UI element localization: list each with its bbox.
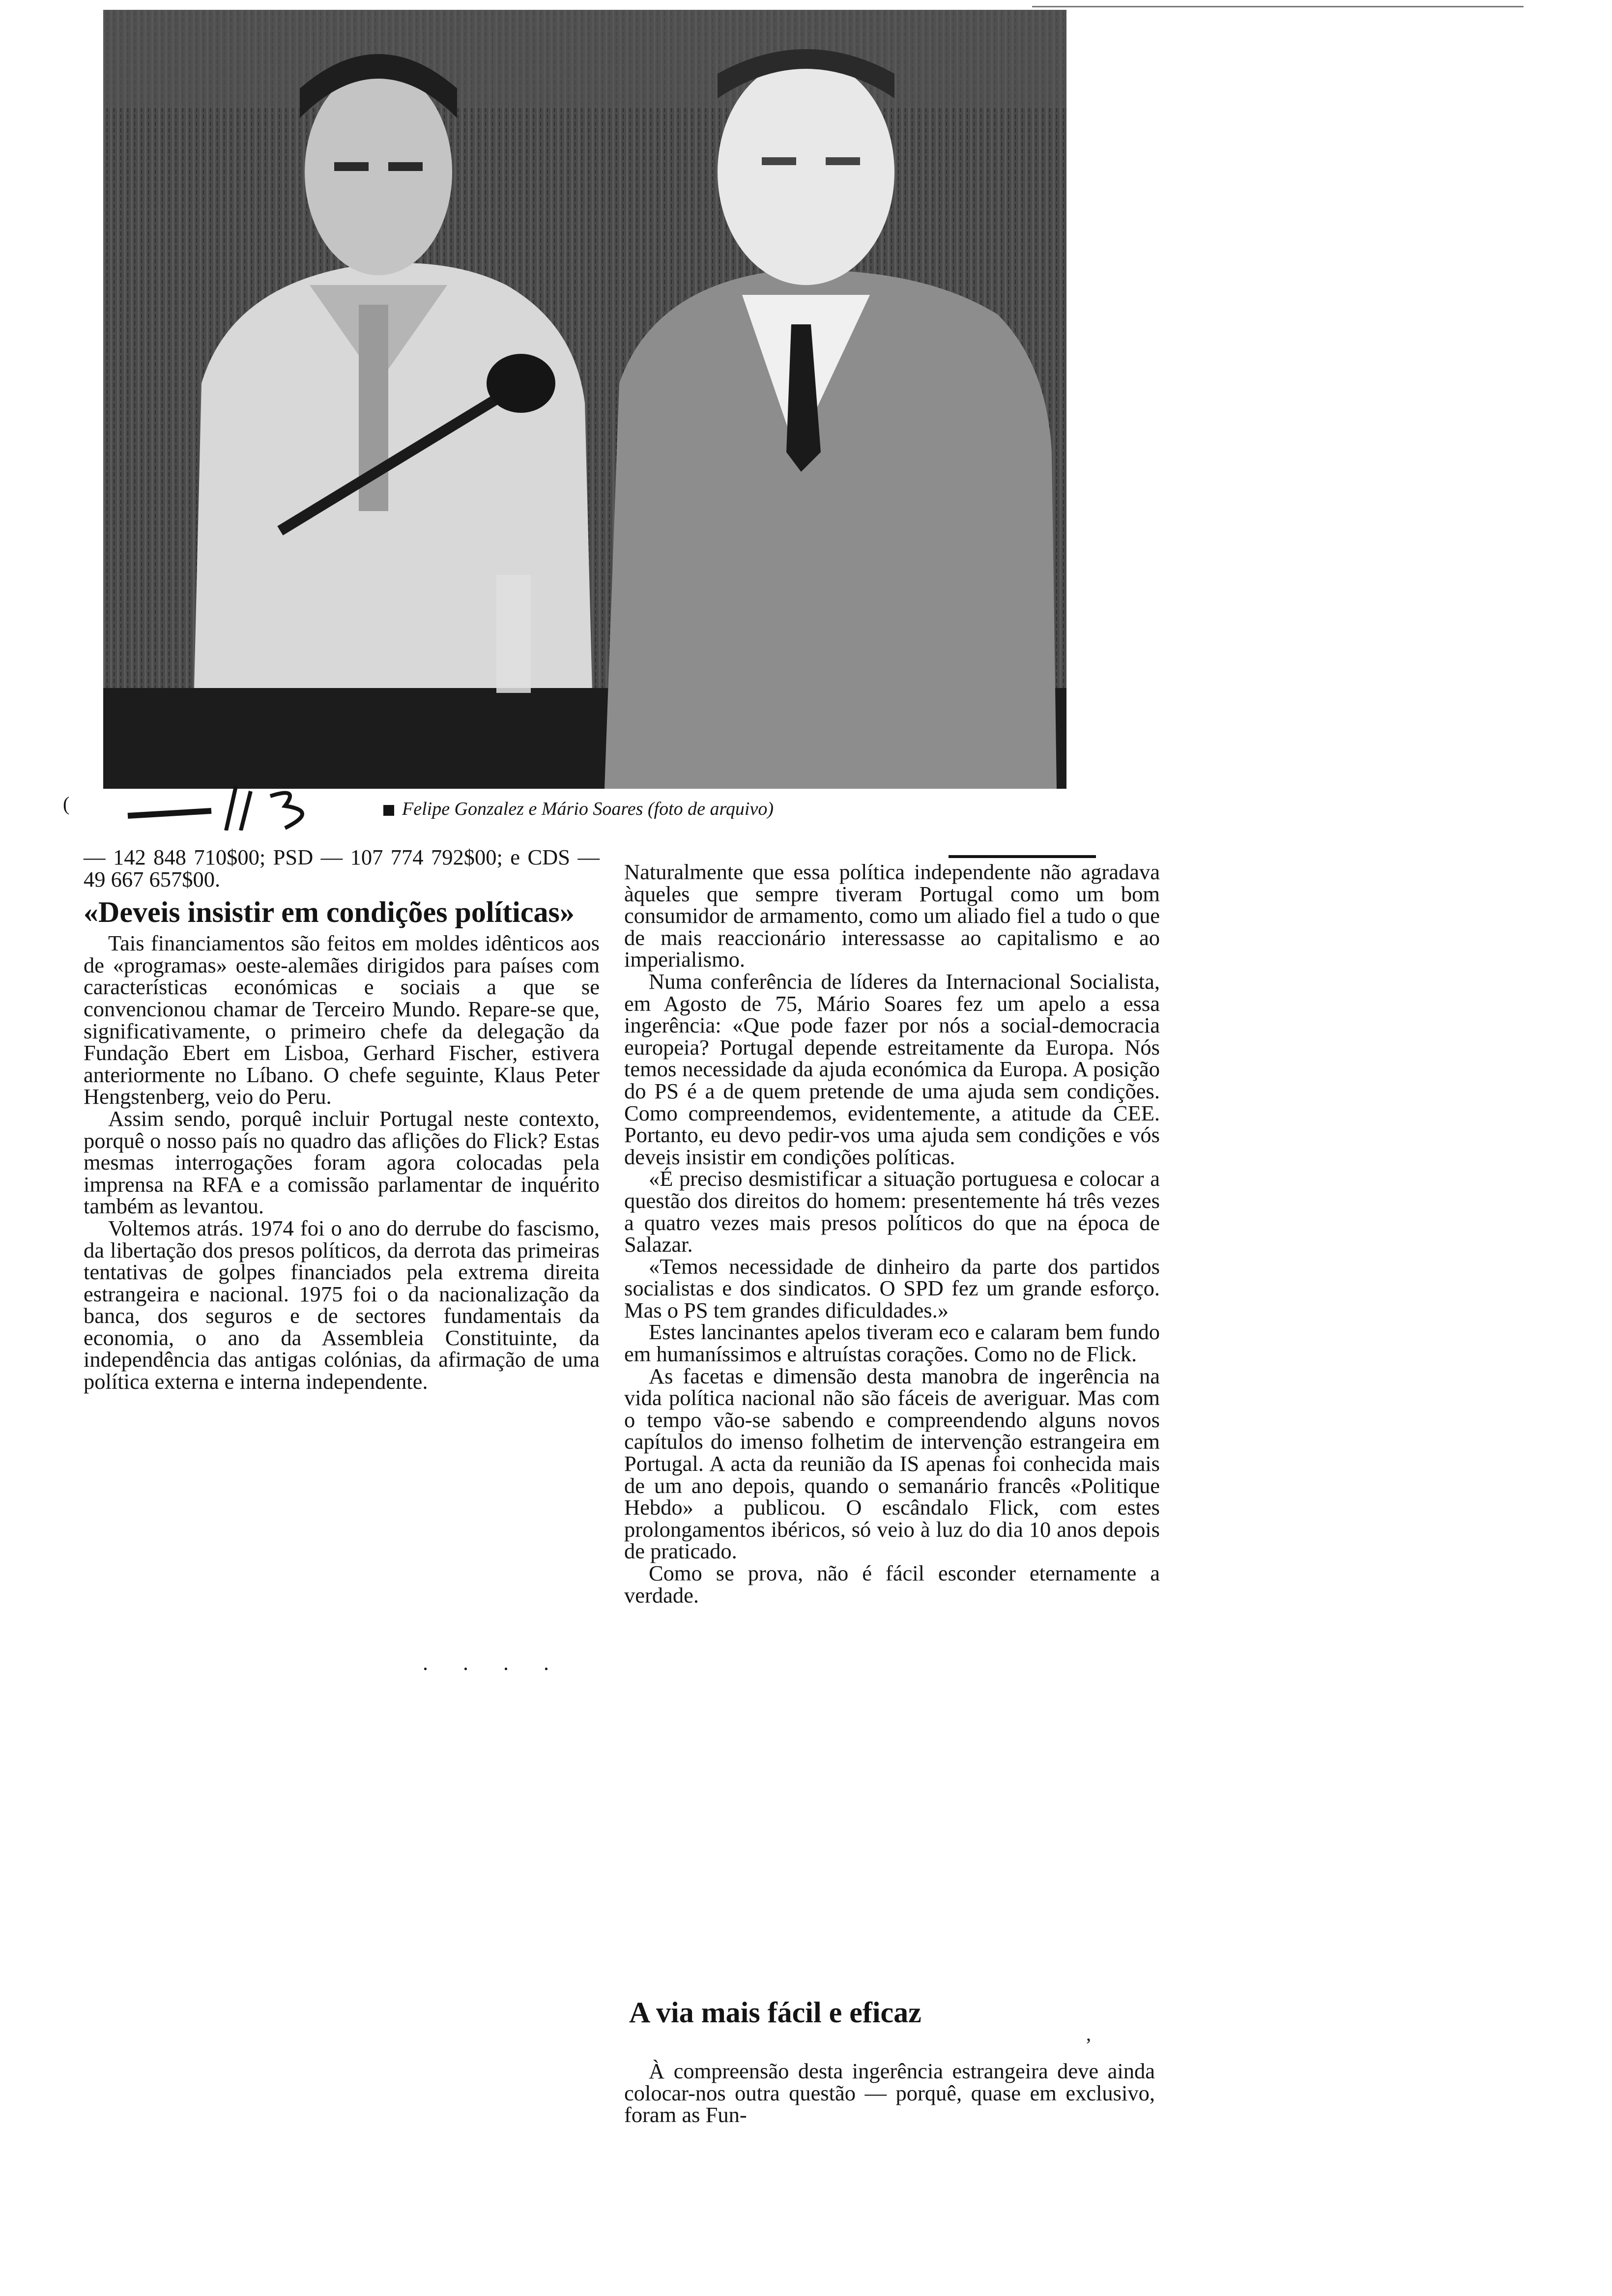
left-intro-paragraph: — 142 848 710$00; PSD — 107 774 792$00; e CDS — 49 667 657$00.	[84, 845, 600, 891]
left-subheading: «Deveis insistir em condições políticas»	[84, 896, 575, 929]
right-body-paragraph: «Temos necessidade de dinheiro da parte dos partidos socialistas e dos sindicatos. O SPD fez um grande esforço. Mas o PS tem grandes dificuldades.»	[624, 1254, 1160, 1322]
photo-caption	[383, 797, 1062, 821]
section-heading: A via mais fácil e eficaz	[629, 1996, 921, 2029]
top-rule	[1032, 6, 1524, 7]
right-body-paragraph: Como se prova, não é fácil esconder eternamente a verdade.	[624, 1561, 1160, 1607]
left-body-paragraph: Assim sendo, porquê incluir Portugal neste contexto, porquê o nosso país no quadro das aflições do Flick? Estas mesmas interrogações foram agora colocadas pela imprensa na RFA e a comissão parlamentar de inquérito também as levantou.	[84, 1106, 600, 1219]
handwritten-mark-icon	[123, 786, 359, 831]
left-body-paragraph: Voltemos atrás. 1974 foi o ano do derrube do fascismo, da libertação dos presos políticos, da derrota das primeiras tentativas de golpes financiados pela extrema direita estrangeira e nacional. 1975 foi o da nacionalização da banca, dos seguros e de sectores fundamentais da economia, o ano da Assembleia Constituinte, da independência das antigas colónias, da afirmação de uma política externa e interna independente.	[84, 1215, 600, 1394]
photo-caption-text: Felipe Gonzalez e Mário Soares (foto de arquivo)	[402, 799, 774, 819]
left-body-paragraph: Tais financiamentos são feitos em moldes idênticos aos de «programas» oeste-alemães dirigidos para países com características económicas e sociais a que se convencionou chamar de Terceiro Mundo. Repare-se que, significativamente, o primeiro chefe da delegação da Fundação Ebert em Lisboa, Gerhard Fischer, estivera anteriormente no Líbano. O chefe seguinte, Klaus Peter Hengstenberg, veio do Peru.	[84, 931, 600, 1109]
caption-bullet-icon	[383, 805, 394, 816]
bottom-body-paragraph: À compreensão desta ingerência estrangeira deve ainda colocar-nos outra questão — porquê, quase em exclusivo, foram as Fun-	[624, 2059, 1155, 2127]
right-body-paragraph: Numa conferência de líderes da Internacional Socialista, em Agosto de 75, Mário Soares fez um apelo a essa ingerência: «Que pode fazer por nós a social-democracia europeia? Portugal depende estreitamente da Europa. Nós temos necessidade da ajuda económica da Europa. A posição do PS é a de quem pretende de uma ajuda sem condições. Como compreendemos, evidentemente, a atitude da CEE. Portanto, eu devo pedir-vos uma ajuda sem condições e vós deveis insistir em condições políticas.	[624, 969, 1160, 1169]
column-end-dots: . . . .	[423, 1651, 564, 1675]
column-rule	[949, 855, 1096, 858]
margin-mark: (	[63, 793, 70, 815]
margin-tick: ,	[1086, 2023, 1091, 2045]
right-body-paragraph: «É preciso desmistificar a situação portuguesa e colocar a questão dos direitos do homem: presentemente há três vezes a quatro vezes mais presos políticos do que na época de Salazar.	[624, 1166, 1160, 1257]
right-body-paragraph: Estes lancinantes apelos tiveram eco e calaram bem fundo em humaníssimos e altruístas corações. Como no de Flick.	[624, 1320, 1160, 1367]
left-column	[84, 846, 600, 1393]
photo-illustration	[103, 10, 1066, 789]
right-column	[624, 861, 1160, 1606]
right-body-paragraph: Naturalmente que essa política independente não agradava àqueles que sempre tiveram Portugal como um bom consumidor de armamento, como um aliado fiel a tudo o que de mais reaccionário interessasse ao capitalismo e ao imperialismo.	[624, 860, 1160, 972]
news-photo	[103, 10, 1066, 789]
right-body-paragraph: As facetas e dimensão desta manobra de ingerência na vida política nacional não são fáceis de averiguar. Mas com o tempo vão-se sabendo e compreendendo alguns novos capítulos do imenso folhetim de intervenção estrangeira em Portugal. A acta da reunião da IS apenas foi conhecida mais de um ano depois, quando o semanário francês «Politique Hebdo» a publicou. O escândalo Flick, com estes prolongamentos ibéricos, só veio à luz do dia 10 anos depois de praticado.	[624, 1363, 1160, 1564]
bottom-paragraph-block	[624, 2060, 1155, 2126]
